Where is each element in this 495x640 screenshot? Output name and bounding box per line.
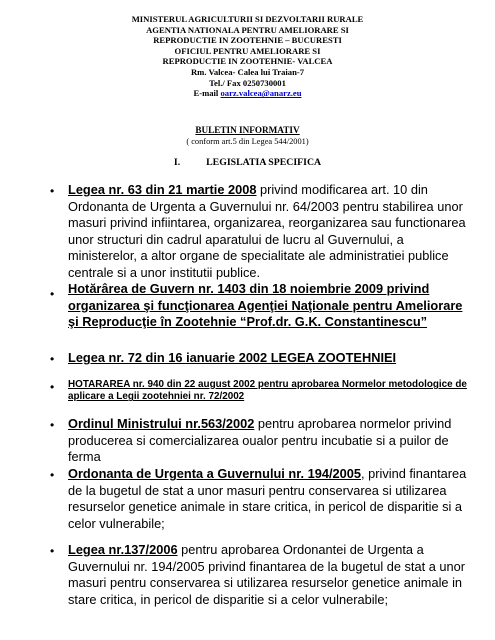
- document-title: BULETIN INFORMATIV: [195, 125, 300, 135]
- law-link[interactable]: Ordinul Ministrului nr.563/2002: [68, 416, 255, 431]
- email-link[interactable]: oarz.valcea@anarz.eu: [220, 88, 302, 99]
- bullet-icon: •: [50, 544, 55, 558]
- bullet-icon: •: [50, 287, 55, 301]
- item-description: pentru aprobarea Ordonantei de Urgenta a Guvernului nr. 194/2005 privind finantarea de la bugetul de stat a unor masuri pentru conservarea si utilizarea resurselor genetice animale in stare critica, in pericol de disparitie si a celor vulnerabile;: [68, 542, 465, 607]
- bullet-icon: •: [50, 380, 55, 394]
- list-item: [68, 281, 473, 331]
- header-agency: AGENTIA NATIONALA PENTRU AMELIORARE SI: [146, 24, 349, 35]
- section-heading: [0, 157, 495, 168]
- bullet-icon: •: [50, 468, 55, 482]
- header-ministry: MINISTERUL AGRICULTURII SI DEZVOLTARII RURALE: [131, 14, 364, 24]
- item-description: privind modificarea art. 10 din Ordonanta de Urgenta a Guvernului nr. 64/2003 pentru stabilirea unor masuri privind infiintarea, organizarea, reorganizarea sau functionarea unor structuri din cadrul aparatului de lucru al Guvernului, a ministerelor, a altor organe de specialitate ale administratiei publice centrale si a unor institutii publice.: [68, 182, 466, 280]
- law-link[interactable]: Ordonanta de Urgenta a Guvernului nr. 194/2005: [68, 466, 361, 481]
- header-office-cont: REPRODUCTIE IN ZOOTEHNIE- VALCEA: [162, 56, 333, 67]
- email-label: E-mail: [193, 88, 221, 99]
- list-item: [68, 416, 473, 466]
- header-agency-cont: REPRODUCTIE IN ZOOTEHNIE – BUCURESTI: [153, 35, 342, 46]
- section-title: LEGISLATIA SPECIFICA: [206, 157, 322, 168]
- list-item: [68, 350, 473, 367]
- item-description: , privind finantarea de la bugetul de stat a unor masuri pentru conservarea si utilizarea resurselor genetice animale in stare critica, in pericol de disparitie si a celor vulnerabile;: [68, 466, 467, 531]
- bullet-icon: •: [50, 184, 55, 198]
- list-item: [68, 182, 473, 282]
- bullet-icon: •: [50, 418, 55, 432]
- header-office: OFICIUL PENTRU AMELIORARE SI: [174, 45, 321, 56]
- list-item: [68, 466, 473, 532]
- bullet-icon: •: [50, 352, 55, 366]
- header-address: Rm. Valcea- Calea lui Traian-7: [190, 66, 305, 77]
- list-item: [68, 542, 473, 608]
- law-link[interactable]: Legea nr. 63 din 21 martie 2008: [68, 182, 257, 197]
- law-link[interactable]: Legea nr.137/2006: [68, 542, 178, 557]
- law-link[interactable]: Hotărârea de Guvern nr. 1403 din 18 noiembrie 2009 privind organizarea şi funcţionarea Agenţiei Naţionale pentru Ameliorare şi Reproducţie în Zootehnie “Prof.dr. G.K. Constantinescu”: [68, 281, 463, 330]
- item-description: pentru aprobarea normelor privind producerea si comercializarea oualor pentru incubatie si a puilor de ferma: [68, 416, 452, 465]
- law-link[interactable]: Legea nr. 72 din 16 ianuarie 2002 LEGEA ZOOTEHNIEI: [68, 350, 397, 365]
- header-phone: Tel./ Fax 0250730001: [209, 77, 286, 88]
- list-item: [68, 379, 473, 404]
- section-number: I.: [173, 157, 181, 168]
- document-subtitle: ( conform art.5 din Legea 544/2001): [186, 137, 309, 146]
- law-link[interactable]: HOTARAREA nr. 940 din 22 august 2002 pentru aprobarea Normelor metodologice de aplicare a Legii zootehniei nr. 72/2002: [68, 379, 467, 403]
- letterhead: [0, 14, 495, 99]
- header-email-line: [0, 88, 495, 99]
